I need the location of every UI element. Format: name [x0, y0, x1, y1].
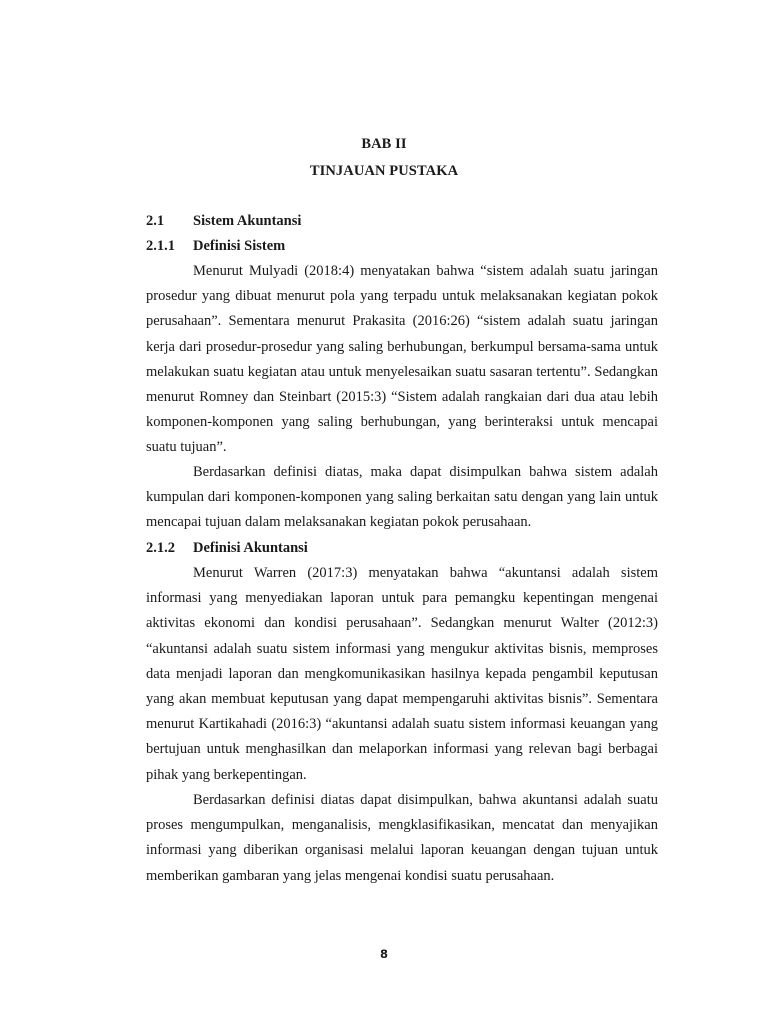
paragraph-definisi-akuntansi: Menurut Warren (2017:3) menyatakan bahwa “akuntansi adalah sistem informasi yang menyediakan laporan untuk para pemangku kepentingan mengenai aktivitas ekonomi dan kondisi perusahaan”. Sedangkan menurut Walter (2012:3) “akuntansi adalah suatu sistem informasi yang mengukur aktivitas bisnis, memproses data menjadi laporan dan mengkomunikasikan hasilnya kepada pengambil keputusan yang akan membuat keputusan yang dapat mempengaruhi aktivitas bisnis”. Sementara menurut Kartikahadi (2016:3) “akuntansi adalah suatu sistem informasi keuangan yang bertujuan untuk menghasilkan dan melaporkan informasi yang relevan bagi berbagai pihak yang berkepentingan. [146, 565, 658, 783]
paragraph-kesimpulan-sistem: Berdasarkan definisi diatas, maka dapat disimpulkan bahwa sistem adalah kumpulan dari komponen-komponen yang saling berkaitan satu dengan yang lain untuk mencapai tujuan dalam melaksanakan kegiatan pokok perusahaan. [146, 464, 658, 531]
page-number: 8 [379, 947, 388, 961]
section-heading-2-1 [146, 213, 301, 230]
section-number: 2.1.2 [146, 540, 175, 556]
section-title: Sistem Akuntansi [193, 213, 302, 229]
section-number: 2.1.1 [146, 238, 175, 254]
chapter-title: TINJAUAN PUSTAKA [309, 163, 459, 179]
chapter-label: BAB II [361, 136, 407, 152]
section-title: Definisi Akuntansi [193, 540, 308, 556]
section-heading-2-1-2 [146, 540, 308, 557]
paragraph-definisi-sistem: Menurut Mulyadi (2018:4) menyatakan bahwa “sistem adalah suatu jaringan prosedur yang dibuat menurut pola yang terpadu untuk melaksanakan kegiatan pokok perusahaan”. Sementara menurut Prakasita (2016:26) “sistem adalah suatu jaringan kerja dari prosedur-prosedur yang saling berhubungan, berkumpul bersama-sama untuk melakukan suatu kegiatan atau untuk menyelesaikan suatu sasaran tertentu”. Sedangkan menurut Romney dan Steinbart (2015:3) “Sistem adalah rangkaian dari dua atau lebih komponen-komponen yang saling berhubungan, yang berinteraksi untuk mencapai suatu tujuan”. [146, 263, 658, 456]
section-number: 2.1 [146, 213, 165, 229]
section-heading-2-1-1 [146, 238, 285, 255]
paragraph-kesimpulan-akuntansi: Berdasarkan definisi diatas dapat disimpulkan, bahwa akuntansi adalah suatu proses mengumpulkan, menganalisis, mengklasifikasikan, mencatat dan menyajikan informasi yang diberikan organisasi melalui laporan keuangan dengan tujuan untuk memberikan gambaran yang jelas mengenai kondisi suatu perusahaan. [146, 792, 658, 884]
section-title: Definisi Sistem [193, 238, 286, 254]
